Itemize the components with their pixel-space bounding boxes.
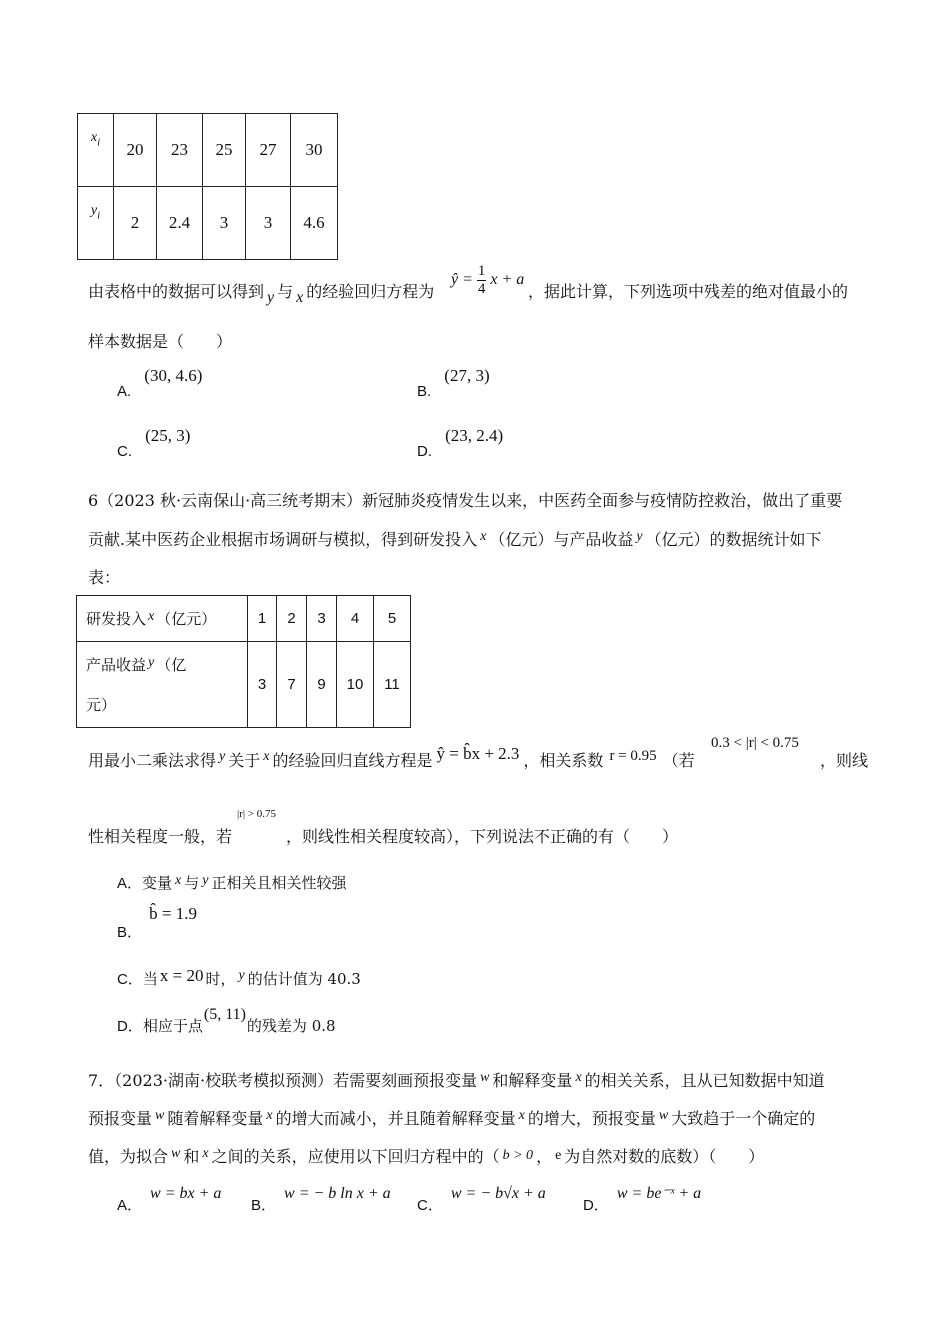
table-cell: 25 (203, 114, 246, 187)
table-cell: 4.6 (291, 187, 338, 260)
table-cell: 27 (246, 114, 291, 187)
q6-option-b[interactable]: B． b̂ = 1.9 (117, 904, 197, 941)
table-cell: 30 (291, 114, 338, 187)
row-label-rd: 研发投入 x （亿元） (77, 596, 248, 642)
q6-line3: 表： (88, 568, 121, 587)
q6-option-d[interactable]: D．相应于点(5, 11)的残差为 0.8 (117, 1006, 336, 1035)
q7-line2: 预报变量 w 随着解释变量 x 的增大而减小，并且随着解释变量 x 的增大，预报变量 w 大致趋于一个确定的 (88, 1108, 816, 1128)
q5-option-c[interactable]: C. (25, 3) (117, 426, 191, 460)
table-cell: 2 (277, 596, 307, 642)
rd-revenue-table (76, 595, 411, 728)
q7-option-c[interactable]: C．w = − b√x + a (417, 1185, 546, 1214)
table-cell: 2.4 (157, 187, 203, 260)
table-cell: 1 (248, 596, 277, 642)
table-cell: 10 (337, 642, 374, 728)
q5-option-d[interactable]: D. (23, 2.4) (417, 426, 504, 460)
q7-line3: 值，为拟合 w 和 x 之间的关系，应使用以下回归方程中的（ b > 0 ， e 为自然对数的底数）（ ） (88, 1146, 765, 1166)
table-cell: 7 (277, 642, 307, 728)
table-cell: 3 (248, 642, 277, 728)
q5-line1-end: ，据此计算，下列选项中残差的绝对值最小的 (528, 282, 849, 301)
table-cell: 4 (337, 596, 374, 642)
q7-line1: 7．（2023·湖南·校联考模拟预测）若需要刻画预报变量 w 和解释变量 x 的相关关系，且从已知数据中知道 (88, 1070, 825, 1090)
q7-option-d[interactable]: D．w = be⁻ˣ + a (583, 1185, 702, 1214)
table-cell: 23 (157, 114, 203, 187)
q7-option-b[interactable]: B．w = − b ln x + a (251, 1185, 391, 1214)
table-cell: 3 (246, 187, 291, 260)
q5-line2: 样本数据是（ ） (88, 332, 233, 351)
table-cell: 5 (374, 596, 411, 642)
q6-option-a[interactable]: A．变量 x 与 y 正相关且相关性较强 (117, 873, 347, 892)
q5-option-b[interactable]: B. (27, 3) (417, 366, 490, 400)
table-cell: 2 (114, 187, 157, 260)
row-label-revenue: 产品收益 y （亿 元） (77, 642, 248, 728)
q6-line2: 贡献.某中医药企业根据市场调研与模拟，得到研发投入 x （亿元）与产品收益 y （亿元）的数据统计如下 (88, 529, 822, 549)
table-cell: 9 (307, 642, 337, 728)
table-cell: 3 (203, 187, 246, 260)
table-cell: 11 (374, 642, 411, 728)
data-table-xy (77, 113, 338, 260)
q6-line5-a: 性相关程度一般，若 (88, 827, 233, 846)
row-label-xi: $x_i$ (78, 114, 114, 187)
q7-option-a[interactable]: A．w = bx + a (117, 1185, 222, 1214)
q6-condition-1: 0.3 < |r| < 0.75 (711, 735, 799, 751)
table-cell: 3 (307, 596, 337, 642)
q5-equation: ŷ = $\frac{1}{4}$ x + a (451, 263, 525, 297)
table-cell: 20 (114, 114, 157, 187)
q6-condition-2: |r| > 0.75 (237, 808, 277, 820)
q6-line4-end: ，则线 (820, 751, 869, 770)
q5-line1: 由表格中的数据可以得到 y 与 x 的经验回归方程为 (88, 282, 435, 306)
q6-option-c[interactable]: C．当 x = 20 时， y 的估计值为 40.3 (117, 966, 361, 988)
q6-line5-b: ，则线性相关程度较高），下列说法不正确的有（ ） (286, 827, 679, 846)
q6-line1: 6（2023 秋·云南保山·高三统考期末）新冠肺炎疫情发生以来，中医药全面参与疫情防控救治，做出了重要 (88, 491, 843, 510)
q5-option-a[interactable]: A. (30, 4.6) (117, 366, 203, 400)
row-label-yi: $y_i$ (78, 187, 114, 260)
q6-line4: 用最小二乘法求得 y 关于 x 的经验回归直线方程是 ŷ = b̂x + 2.3 ，相关系数 r = 0.95 （若 (88, 744, 695, 770)
